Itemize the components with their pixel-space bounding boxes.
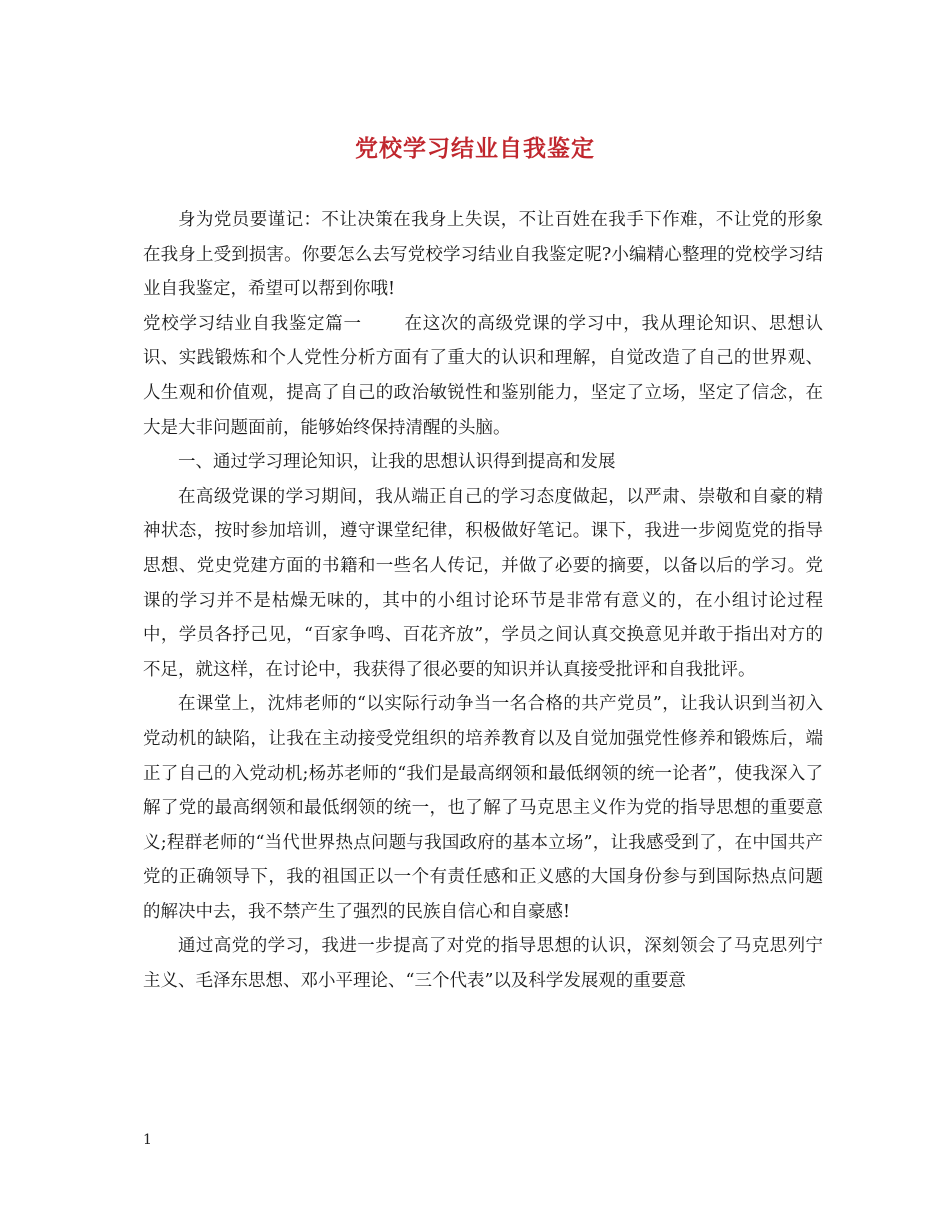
section-first-text: 在这次的高级党课的学习中，我从理论知识、思想认识、实践锻炼和个人党性分析方面有了重大的认识和理解，自觉改造了自己的世界观、人生观和价值观，提高了自己的政治敏锐性和鉴别能力，坚定了立场，坚定了信念，在大是大非问题面前，能够始终保持清醒的头脑。 [143,313,824,438]
section-paragraph [143,307,823,445]
document-body [143,203,823,999]
paragraph-one: 在高级党课的学习期间，我从端正自己的学习态度做起，以严肃、崇敬和自豪的精神状态，按时参加培训，遵守课堂纪律，积极做好笔记。课下，我进一步阅览党的指导思想、党史党建方面的书籍和一些名人传记，并做了必要的摘要，以备以后的学习。党课的学习并不是枯燥无味的，其中的小组讨论环节是非常有意义的，在小组讨论过程中，学员各抒己见，“百家争鸣、百花齐放”，学员之间认真交换意见并敢于指出对方的不足，就这样，在讨论中，我获得了很必要的知识并认真接受批评和自我批评。 [143,486,823,680]
paragraph-three: 通过高党的学习，我进一步提高了对党的指导思想的认识，深刻领会了马克思列宁主义、毛泽东思想、邓小平理论、“三个代表”以及科学发展观的重要意 [143,936,823,992]
heading-one: 一、通过学习理论知识，让我的思想认识得到提高和发展 [178,452,616,473]
section-label: 党校学习结业自我鉴定篇一 [143,313,362,334]
page-number: 1 [143,1132,152,1148]
intro-paragraph: 身为党员要谨记：不让决策在我身上失误，不让百姓在我手下作难，不让党的形象在我身上受到损害。你要怎么去写党校学习结业自我鉴定呢?小编精心整理的党校学习结业自我鉴定，希望可以帮到你哦! [143,210,823,300]
paragraph-two: 在课堂上，沈炜老师的“以实际行动争当一名合格的共产党员”，让我认识到当初入党动机的缺陷，让我在主动接受党组织的培养教育以及自觉加强党性修养和锻炼后，端正了自己的入党动机;杨苏老师的“我们是最高纲领和最低纲领的统一论者”，使我深入了解了党的最高纲领和最低纲领的统一，也了解了马克思主义作为党的指导思想的重要意义;程群老师的“当代世界热点问题与我国政府的基本立场”，让我感受到了，在中国共产党的正确领导下，我的祖国正以一个有责任感和正义感的大国身份参与到国际热点问题的解决中去，我不禁产生了强烈的民族自信心和自豪感! [143,694,823,922]
document-title: 党校学习结业自我鉴定 [355,135,595,162]
